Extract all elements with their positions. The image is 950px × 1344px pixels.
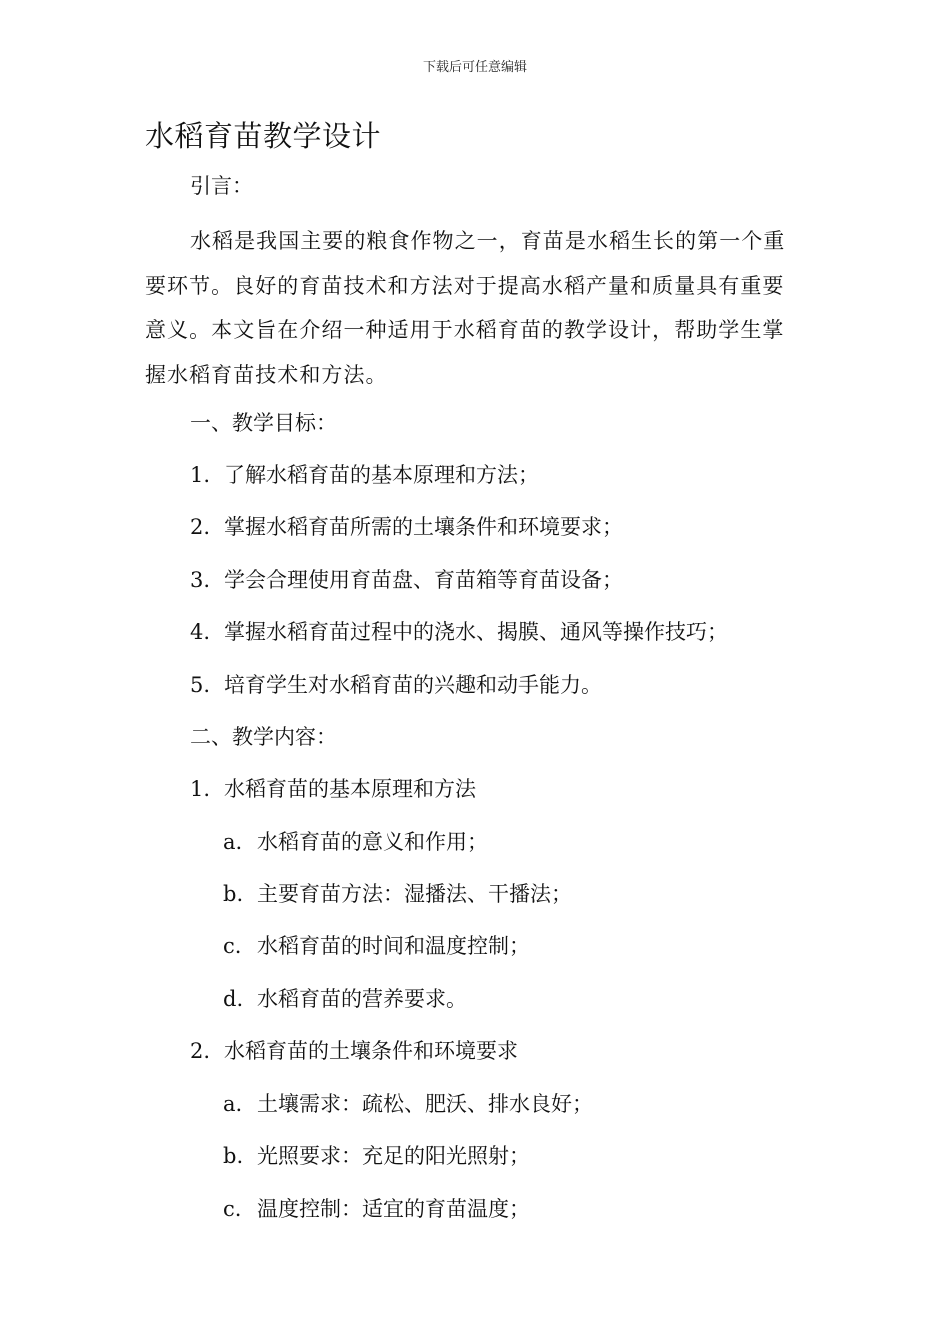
document-title: 水稻育苗教学设计 bbox=[145, 119, 382, 153]
section1-heading: 一、教学目标： bbox=[190, 411, 337, 435]
goal-number: 3. bbox=[190, 568, 211, 592]
goal-item bbox=[190, 565, 623, 595]
content-subitem bbox=[223, 1141, 530, 1171]
subitem-text: 水稻育苗的时间和温度控制； bbox=[257, 934, 530, 958]
goal-text: 掌握水稻育苗过程中的浇水、揭膜、通风等操作技巧； bbox=[224, 620, 728, 644]
subitem-text: 水稻育苗的意义和作用； bbox=[257, 830, 488, 854]
content-topic bbox=[190, 774, 476, 804]
subitem-letter: a. bbox=[223, 1092, 243, 1116]
goal-text: 掌握水稻育苗所需的土壤条件和环境要求； bbox=[224, 515, 623, 539]
subitem-text: 土壤需求：疏松、肥沃、排水良好； bbox=[257, 1092, 593, 1116]
content-subitem bbox=[223, 827, 488, 857]
content-subitem bbox=[223, 1194, 530, 1224]
goal-item bbox=[190, 512, 623, 542]
section2-heading: 二、教学内容： bbox=[190, 725, 337, 749]
goal-item bbox=[190, 617, 728, 647]
goal-number: 1. bbox=[190, 463, 211, 487]
subitem-text: 主要育苗方法：湿播法、干播法； bbox=[257, 882, 572, 906]
subitem-text: 光照要求：充足的阳光照射； bbox=[257, 1144, 530, 1168]
topic-text: 水稻育苗的土壤条件和环境要求 bbox=[224, 1039, 518, 1063]
subitem-letter: d. bbox=[223, 987, 244, 1011]
subitem-letter: a. bbox=[223, 830, 243, 854]
goal-number: 2. bbox=[190, 515, 211, 539]
subitem-text: 温度控制：适宜的育苗温度； bbox=[257, 1197, 530, 1221]
goal-text: 了解水稻育苗的基本原理和方法； bbox=[224, 463, 539, 487]
goal-number: 5. bbox=[190, 673, 211, 697]
subitem-letter: c. bbox=[223, 934, 242, 958]
topic-number: 1. bbox=[190, 777, 211, 801]
content-subitem bbox=[223, 1089, 593, 1119]
subitem-letter: b. bbox=[223, 882, 244, 906]
topic-text: 水稻育苗的基本原理和方法 bbox=[224, 777, 476, 801]
intro-label: 引言： bbox=[190, 174, 253, 198]
goal-item bbox=[190, 670, 602, 700]
goal-number: 4. bbox=[190, 620, 211, 644]
subitem-text: 水稻育苗的营养要求。 bbox=[257, 987, 467, 1011]
topic-number: 2. bbox=[190, 1039, 211, 1063]
intro-paragraph: 水稻是我国主要的粮食作物之一，育苗是水稻生长的第一个重要环节。良好的育苗技术和方法对于提高水稻产量和质量具有重要意义。本文旨在介绍一种适用于水稻育苗的教学设计，帮助学生掌握水稻育苗技术和方法。 bbox=[145, 229, 786, 387]
content-subitem bbox=[223, 879, 572, 909]
content-subitem bbox=[223, 984, 467, 1014]
goal-text: 培育学生对水稻育苗的兴趣和动手能力。 bbox=[224, 673, 602, 697]
content-subitem bbox=[223, 931, 530, 961]
content-topic bbox=[190, 1036, 518, 1066]
goal-text: 学会合理使用育苗盘、育苗箱等育苗设备； bbox=[224, 568, 623, 592]
subitem-letter: c. bbox=[223, 1197, 242, 1221]
subitem-letter: b. bbox=[223, 1144, 244, 1168]
header-note: 下载后可任意编辑 bbox=[422, 60, 527, 75]
goal-item bbox=[190, 460, 539, 490]
